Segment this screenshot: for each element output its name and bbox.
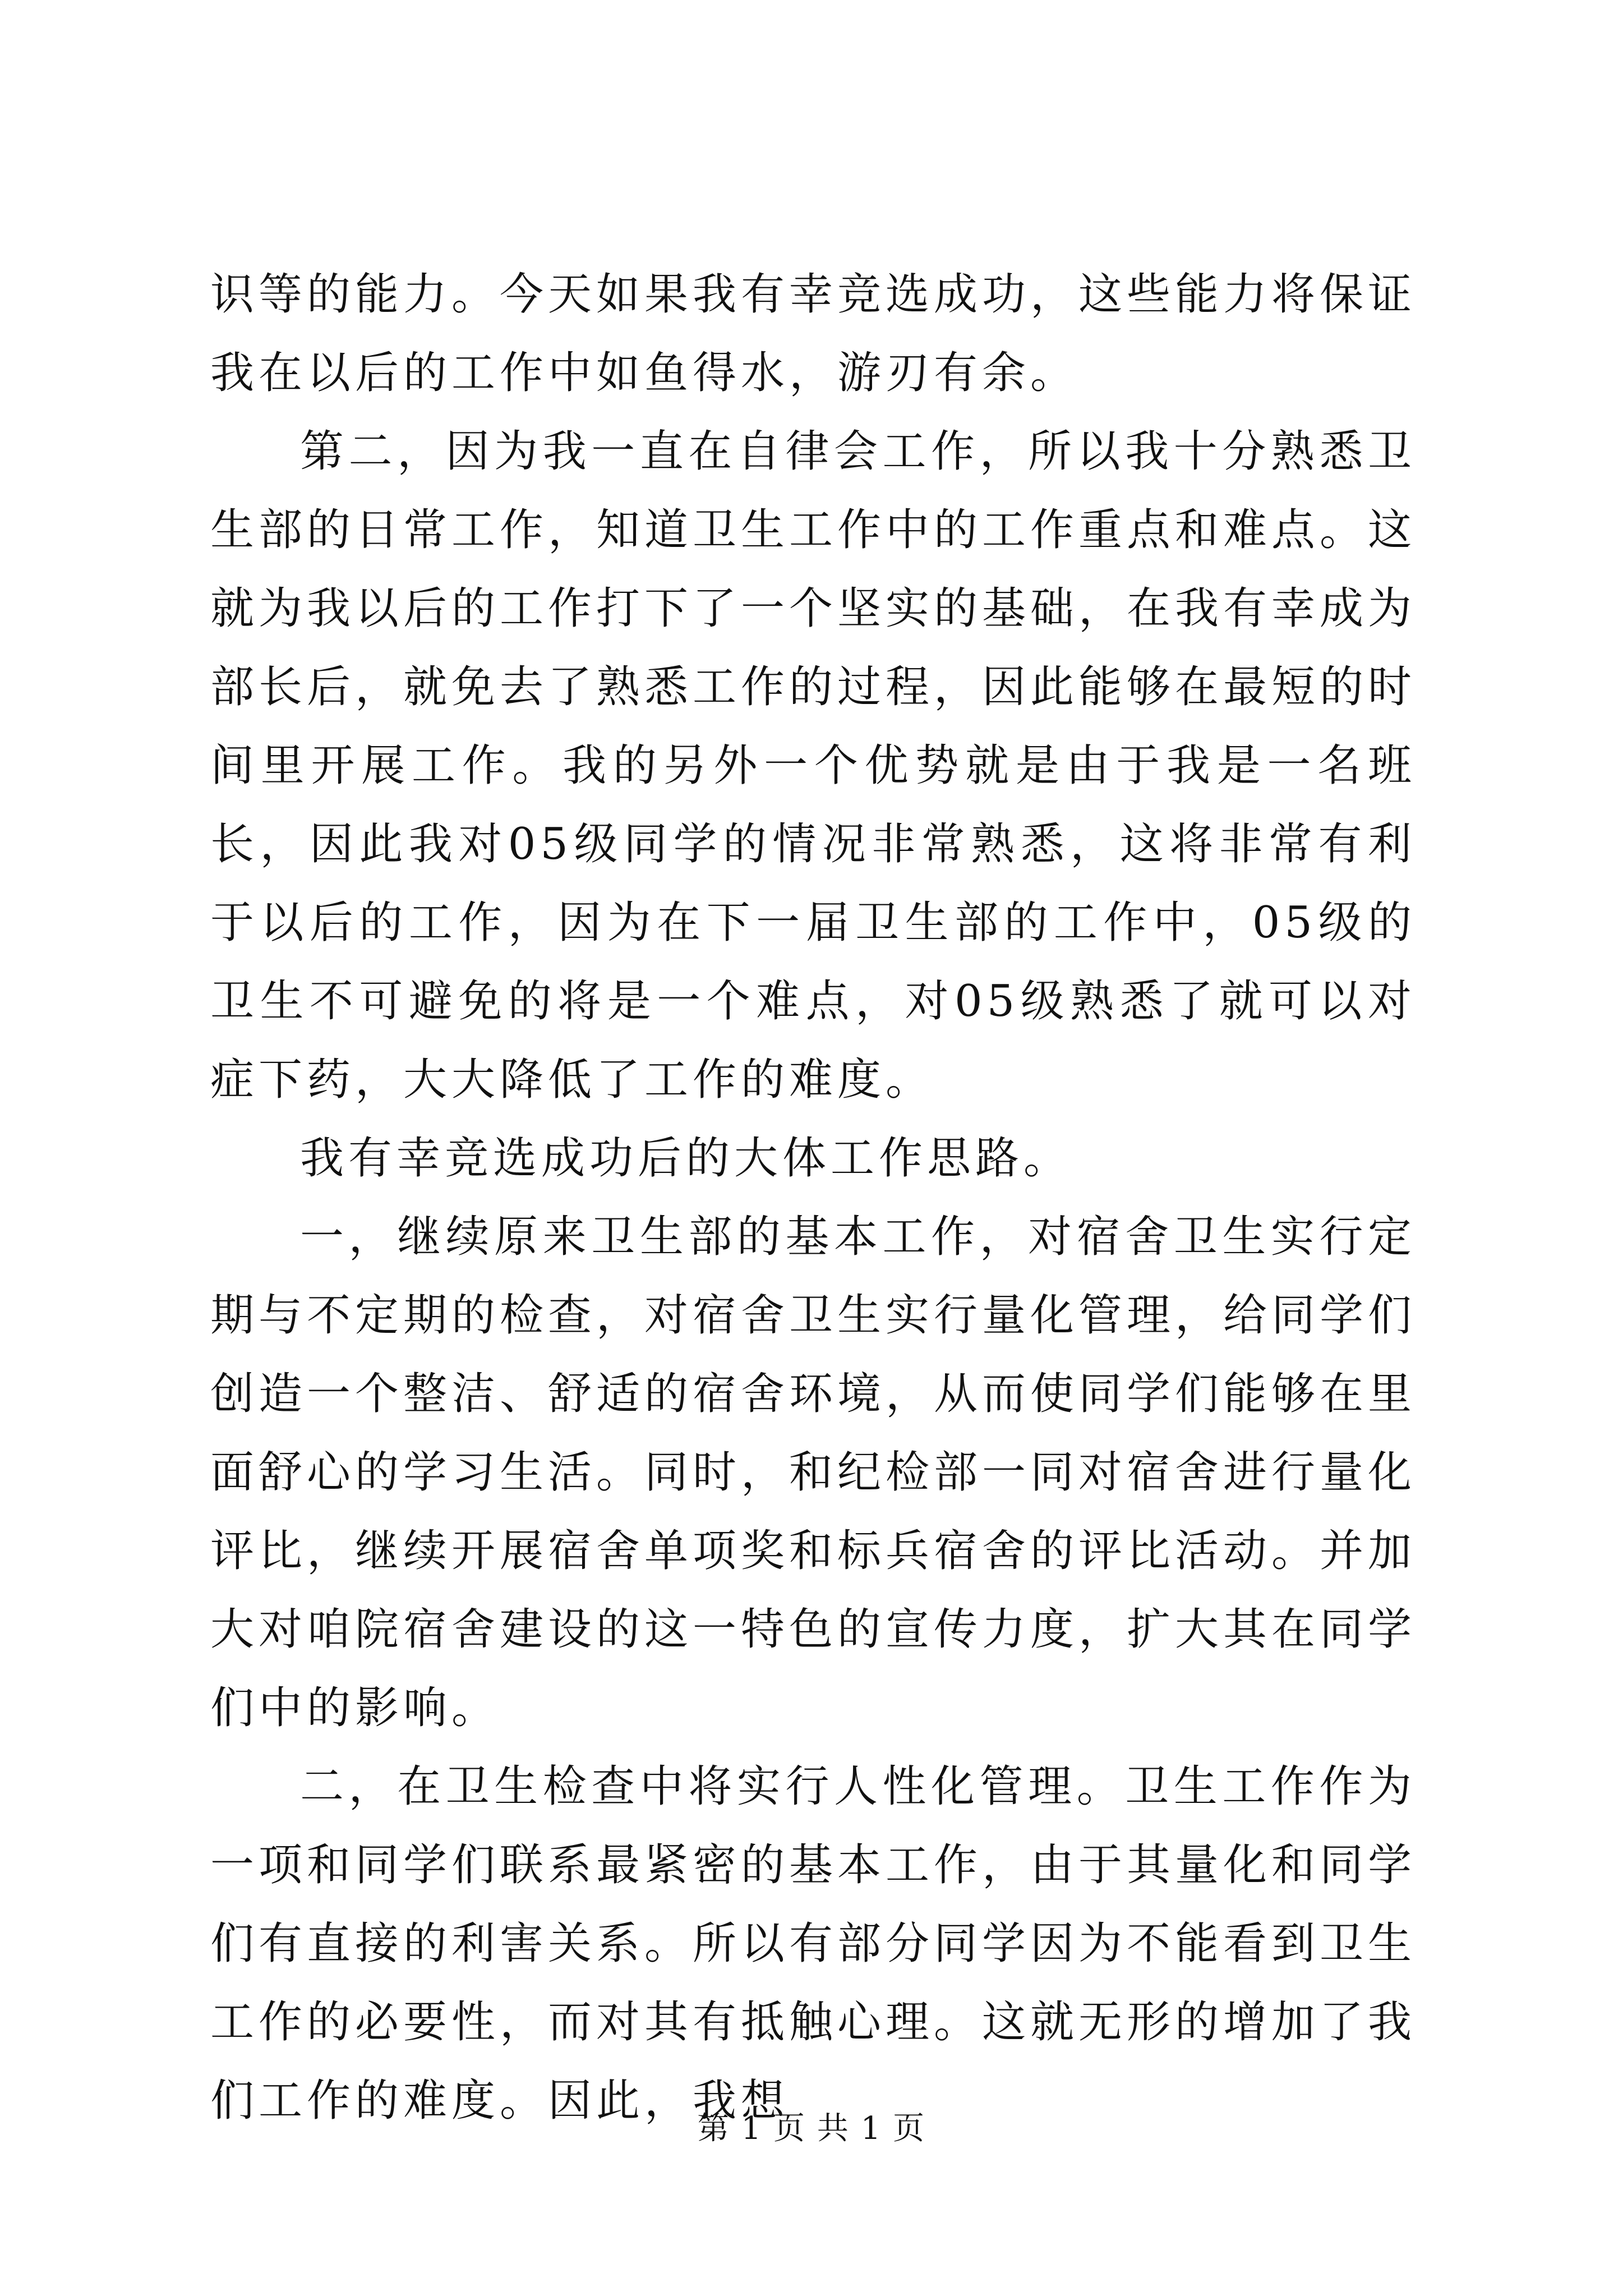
paragraph-4: 一，继续原来卫生部的基本工作，对宿舍卫生实行定期与不定期的检查，对宿舍卫生实行量化管理，给同学们创造一个整洁、舒适的宿舍环境，从而使同学们能够在里面舒心的学习生活。同时，和纪检部一同对宿舍进行量化评比，继续开展宿舍单项奖和标兵宿舍的评比活动。并加大对咱院宿舍建设的这一特色的宣传力度，扩大其在同学们中的影响。 [210, 1212, 1417, 1733]
document-body [210, 255, 1416, 2140]
paragraph-5: 二，在卫生检查中将实行人性化管理。卫生工作作为一项和同学们联系最紧密的基本工作，由于其量化和同学们有直接的利害关系。所以有部分同学因为不能看到卫生工作的必要性，而对其有抵触心理。这就无形的增加了我们工作的难度。因此，我想 [210, 1761, 1417, 2126]
paragraph-1: 识等的能力。今天如果我有幸竞选成功，这些能力将保证我在以后的工作中如鱼得水，游刃有余。 [210, 269, 1417, 398]
page-footer: 第 1 页 共 1 页 [697, 2110, 926, 2147]
paragraph-2: 第二，因为我一直在自律会工作，所以我十分熟悉卫生部的日常工作，知道卫生工作中的工作重点和难点。这就为我以后的工作打下了一个坚实的基础，在我有幸成为部长后，就免去了熟悉工作的过程，因此能够在最短的时间里开展工作。我的另外一个优势就是由于我是一名班长，因此我对05级同学的情况非常熟悉，这将非常有利于以后的工作，因为在下一届卫生部的工作中，05级的卫生不可避免的将是一个难点，对05级熟悉了就可以对症下药，大大降低了工作的难度。 [210, 426, 1417, 1105]
paragraph-3: 我有幸竞选成功后的大体工作思路。 [300, 1133, 1072, 1184]
